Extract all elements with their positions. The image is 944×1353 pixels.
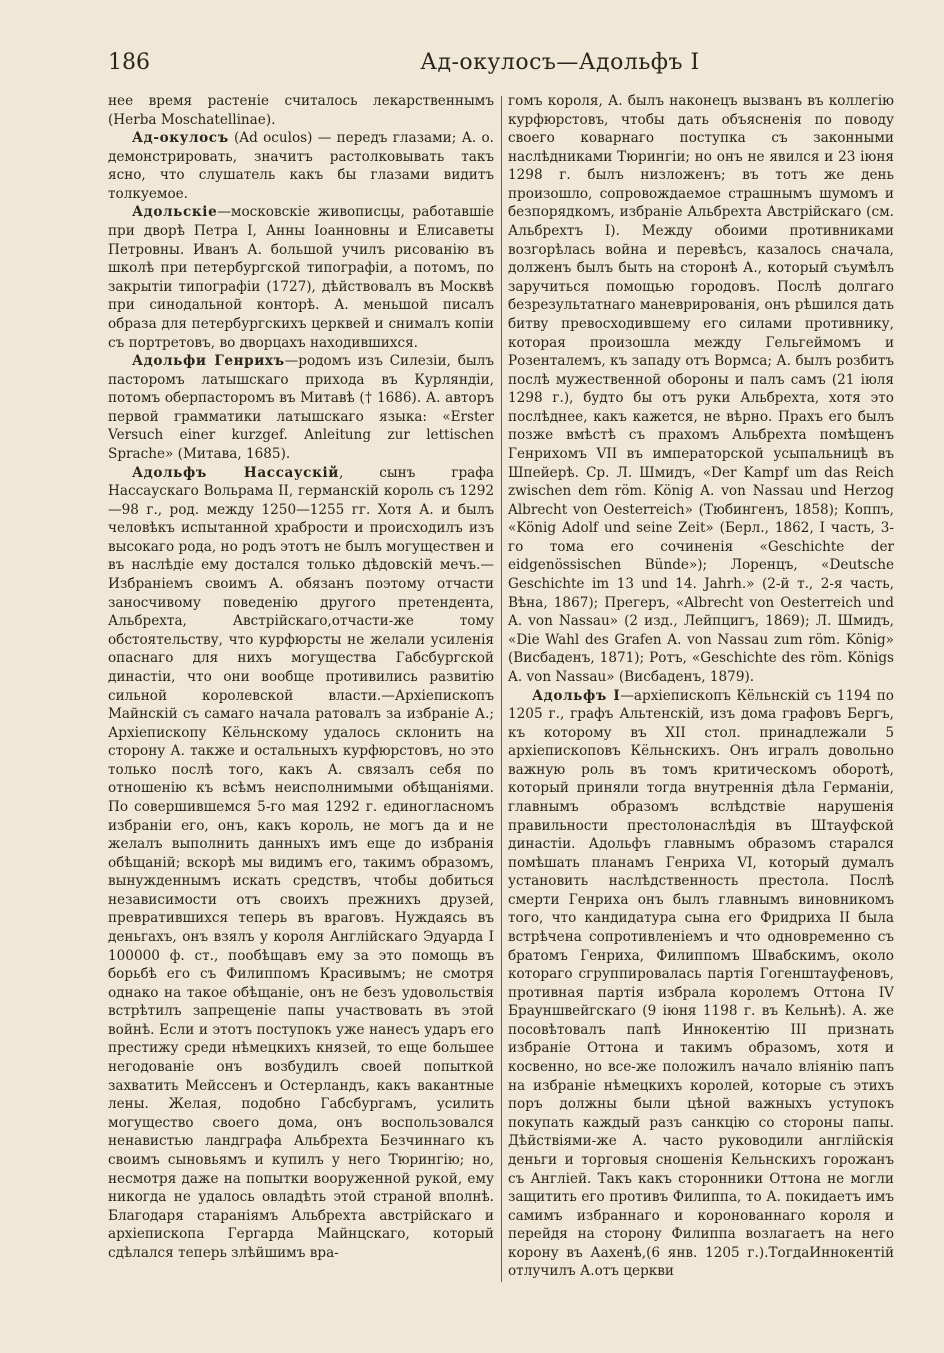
- entry-adolf-i: Адольфъ I—архіепископъ Кёльнскій съ 1194 по 1205 г., графъ Альтенскій, изъ дома графовъ Бергъ, къ которому въ XII стол. принадлежали 5 архіепископовъ Кёльнскихъ. Онъ игралъ довольно важную роль въ томъ критическомъ оборотѣ, который приняли тогда внутреннія дѣла Германіи, главнымъ образомъ вслѣдствіе нарушенія правильности престолонаслѣдія въ Штауфской династіи. Адольфъ главнымъ образомъ старался помѣшать планамъ Генриха VI, который думалъ установить наслѣдственность престола. Послѣ смерти Генриха онъ былъ главнымъ виновникомъ того, что кандидатура сына его Фридриха II была встрѣчена сопротивленіемъ и что одновременно съ братомъ Генриха, Филиппомъ Швабскимъ, около котораго сгруппировалась партія Гогенштауфеновъ, противная партія избрала королемъ Оттона IV Брауншвейгскаго (9 іюня 1198 г. въ Кельнѣ). А. же посовѣтовалъ папѣ Иннокентію III признать избраніе Оттона и такимъ образомъ, хотя и косвенно, но все-же положилъ начало вліянію папъ на избраніе нѣмецкихъ королей, которые съ этихъ поръ должны были цѣной важныхъ уступокъ покупать каждый разъ санкцію со стороны папы. Дѣйствіями-же А. часто руководили англійскія деньги и торговыя сношенія Кельнскихъ горожанъ съ Англіей. Такъ какъ сторонники Оттона не могли защитить его противъ Филиппа, то А. покидаетъ имъ самимъ избраннаго и коронованнаго короля и перейдя на сторону Филиппа возлагаетъ на него корону въ Аахенѣ,(6 янв. 1205 г.).ТогдаИннокентій отлучилъ А.отъ церкви: [508, 687, 894, 1280]
- entry-ad-oculos: Ад-окулосъ (Ad oculos) — передъ глазами; А. о. демонстрировать, значитъ растолковывать такъ ясно, что слушатель какъ бы глазами видитъ толкуемое.: [108, 130, 494, 202]
- text-columns: [108, 92, 894, 1292]
- headword: Ад-окулосъ: [132, 130, 229, 147]
- entry-continuation: гомъ короля, А. былъ наконецъ вызванъ въ коллегію курфюрстовъ, чтобы дать объясненія по поводу своего коварнаго поступка съ законными наслѣдниками Тюрингіи; но онъ не явился и 23 іюня 1298 г. былъ низложенъ; въ тотъ же день произошло, сопровождаемое страшнымъ шумомъ и безпорядкомъ, избраніе Альбрехта Австрійскаго (см. Альбрехтъ I). Между обоими противниками возгорѣлась война и перевѣсъ, казалось сначала, долженъ былъ быть на сторонѣ А., который съумѣлъ заручиться помощью городовъ. Послѣ долгаго безрезультатнаго маневрированія, онъ рѣшился дать битву превосходившему его силами противнику, которая произошла между Гельгеймомъ и Розенталемъ, къ западу отъ Вормса; А. былъ розбитъ послѣ мужественной обороны и палъ самъ (21 іюля 1298 г.), будто бы отъ руки Альбрехта, хотя это послѣднее, какъ кажется, не вѣрно. Прахъ его былъ позже вмѣстѣ съ прахомъ Альбрехта помѣщенъ Генрихомъ VII въ императорской усыпальницѣ въ Шпейерѣ. Ср. Л. Шмидъ, «Der Kampf um das Reich zwischen dem röm. König A. von Nassau und Herzog Albrecht von Oesterreich» (Тюбингенъ, 1858); Коппъ, «König Adolf und seine Zeit» (Берл., 1862, I часть, 3-го тома его сочиненія «Geschichte der eidgenössischen Bünde»); Лоренцъ, «Deutsche Geschichte im 13 und 14. Jahrh.» (2-й т., 2-я часть, Вѣна, 1867); Прегеръ, «Albrecht von Oesterreich und A. von Nassau» (2 изд., Лейпцигъ, 1869); Л. Шмидъ, «Die Wahl des Grafen A. von Nassau zum röm. König» (Висбаденъ, 1871); Ротъ, «Geschichte des röm. Königs A. von Nassau» (Висбаденъ, 1879).: [508, 93, 894, 685]
- left-column: [108, 92, 494, 1292]
- page-header: [108, 50, 892, 84]
- running-title: Ад-окулосъ—Адольфъ I: [420, 50, 700, 75]
- headword: Адольскіе: [132, 204, 218, 221]
- entry-adolskie: Адольскіе—московскіе живописцы, работавшіе при дворѣ Петра I, Анны Іоанновны и Елисаветы Петровны. Иванъ А. большой училъ рисованію въ школѣ при петербургской типографіи, а потомъ, по закрытіи типографіи (1727), дѣйствовалъ въ Москвѣ при синодальной конторѣ. А. меньшой писалъ образа для петербургскихъ церквей и снималъ копіи съ портретовъ, во дворцахъ находившихся.: [108, 204, 494, 351]
- page-number: 186: [108, 50, 150, 75]
- entry-adolfi: Адольфи Генрихъ—родомъ изъ Силезіи, былъ пасторомъ латышскаго прихода въ Курляндіи, потомъ оберпасторомъ въ Митавѣ († 1686). А. авторъ первой грамматики латышскаго языка: «Erster Versuch einer kurzgef. Anleitung zur lettischen Sprache» (Митава, 1685).: [108, 353, 494, 462]
- headword: Адольфи Генрихъ: [132, 353, 285, 370]
- entry-continuation: нее время растеніе считалось лекарственнымъ (Herba Moschatellinae).: [108, 93, 494, 128]
- column-divider: [501, 96, 502, 1282]
- right-column: [508, 92, 894, 1292]
- headword: Адольфъ Нассаускій: [132, 464, 339, 481]
- entry-adolf-nassau: Адольфъ Нассаускій, сынъ графа Нассаускаго Вольрама II, германскій король съ 1292—98 г., род. между 1250—1255 гг. Хотя А. и былъ человѣкъ испытанной храбрости и происходилъ изъ высокаго рода, но родъ этотъ не былъ могуществен и въ наслѣдіе ему достался только дѣдовскій мечъ.—Избраніемъ своимъ А. обязанъ поэтому отчасти заносчивому поведенію другого претендента, Альбрехта, Австрійскаго,отчасти-же тому обстоятельству, что курфюрсты не желали усиленія опаснаго для нихъ могущества Габсбургской династіи, что они вообще противились развитію сильной королевской власти.—Архіепископъ Майнскій съ самаго начала ратовалъ за избраніе А.; Архіепископу Кёльнскому удалось склонить на сторону А. также и остальныхъ курфюрстовъ, но это только послѣ того, какъ А. связалъ себя по отношенію къ всѣмъ неисполнимыми обѣщаніями. По совершившемся 5-го мая 1292 г. единогласномъ избраніи его, онъ, какъ король, не могъ да и не желалъ выполнить данныхъ имъ еще до избранія обѣщаній; вскорѣ мы видимъ его, такимъ образомъ, вынужденнымъ искать средствъ, чтобы добиться независимости отъ своихъ прежнихъ друзей, превратившихся теперь въ враговъ. Нуждаясь въ деньгахъ, онъ взялъ у короля Англійскаго Эдуарда I 100000 ф. ст., пообѣщавъ ему за это помощь въ борьбѣ его съ Филиппомъ Красивымъ; не смотря однако на такое обѣщаніе, онъ не безъ удовольствія встрѣтилъ запрещеніе папы участвовать въ этой войнѣ. Если и этотъ поступокъ уже нанесъ ударъ его престижу среди нѣмецкихъ князей, то еще большее негодованіе онъ возбудилъ своей попыткой захватить Мейссенъ и Остерландъ, какъ вакантные лены. Желая, подобно Габсбургамъ, усилить могущество своего дома, онъ воспользовался ненавистью ландграфа Альбрехта Безчиннаго къ своимъ сыновьямъ и купилъ у него Тюрингію; но, несмотря даже на попытки вооруженной рукой, ему никогда не удалось овладѣть этой страной вполнѣ. Благодаря стараніямъ Альбрехта австрійскаго и архіепископа Гергарда Майнцскаго, который сдѣлался теперь злѣйшимъ вра-: [108, 464, 494, 1261]
- headword: Адольфъ I: [532, 687, 621, 704]
